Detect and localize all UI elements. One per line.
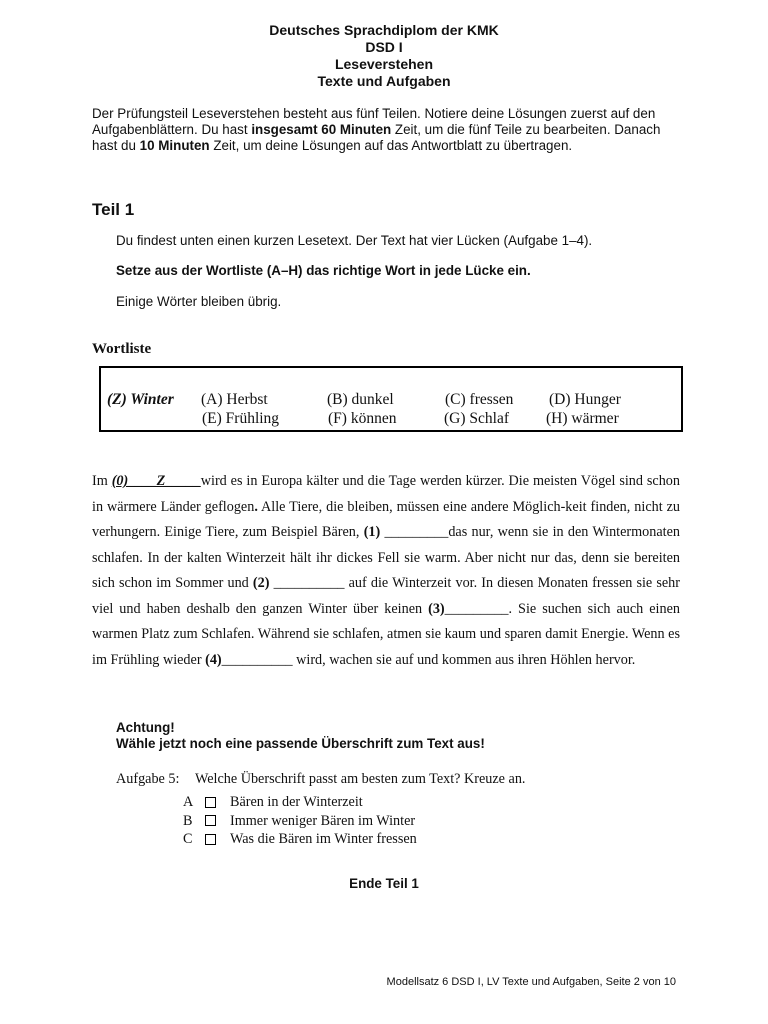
text-part: Alle Tiere, die bleiben, müssen eine andere Möglich-keit finden, nicht zu verhungern. Einige Tiere, zum Beispiel Bären,: [92, 498, 680, 540]
gap-2-marker: (2): [252, 575, 270, 591]
task-5-label: Aufgabe 5:: [116, 771, 180, 787]
wortliste-item: (G) Schlaf: [444, 410, 509, 427]
header-line-2: DSD I: [365, 39, 403, 55]
header-line-3: Leseverstehen: [334, 56, 434, 72]
option-letter: C: [183, 831, 193, 847]
option-text: Bären in der Winterzeit: [230, 794, 363, 810]
text-part: wird es in Europa kälter und die Tage werden kürzer. Die meisten Vögel sind schon in wärmere Länder geflogen: [92, 473, 680, 515]
text-part: .: [254, 498, 258, 515]
wortliste-title: Wortliste: [92, 341, 152, 357]
header-line-4: Texte und Aufgaben: [317, 73, 451, 89]
checkbox-icon[interactable]: [205, 834, 216, 845]
text-part: . Sie suchen sich auch einen warmen Platz zum Schlafen. Während sie schlafen, atmen sie kaum und sparen damit Energie. Wenn es im Frühling wieder: [92, 600, 680, 668]
intro-bold-2: 10 Minuten: [139, 138, 210, 153]
wortliste-item: (H) wärmer: [546, 410, 619, 427]
option-c[interactable]: [183, 830, 417, 849]
achtung-line-2: Wähle jetzt noch eine passende Überschrift zum Text aus!: [116, 736, 485, 751]
intro-bold-1: insgesamt 60 Minuten: [251, 122, 392, 137]
task-5-options: [183, 793, 417, 849]
wortliste-item: (C) fressen: [445, 391, 514, 408]
example-answer: ____Z_____: [128, 473, 201, 489]
task-5-question: [116, 771, 525, 788]
option-b[interactable]: [183, 812, 417, 831]
wortliste-box: [99, 366, 683, 432]
intro-paragraph: [92, 106, 672, 154]
checkbox-icon[interactable]: [205, 815, 216, 826]
wortliste-item: (A) Herbst: [201, 391, 268, 408]
example-gap: [112, 473, 201, 489]
instruction-1: Du findest unten einen kurzen Lesetext. Der Text hat vier Lücken (Aufgabe 1–4).: [116, 233, 593, 248]
intro-text-3: Zeit, um deine Lösungen auf das Antwortblatt zu übertragen.: [209, 138, 573, 153]
text-part: Im: [92, 473, 112, 489]
option-letter: B: [183, 812, 193, 829]
section-end: Ende Teil 1: [349, 876, 419, 891]
option-text: Was die Bären im Winter fressen: [230, 831, 417, 847]
option-a[interactable]: [183, 793, 417, 812]
achtung-note: [116, 720, 485, 752]
header-line-1: Deutsches Sprachdiplom der KMK: [269, 22, 499, 38]
section-title: Teil 1: [92, 200, 135, 219]
wortliste-example: (Z) Winter: [107, 391, 174, 408]
text-part: auf die Winterzeit vor. In diesen Monaten fressen sie sehr viel und haben deshalb den ganzen Winter über keinen: [92, 575, 680, 617]
gap-4-blank[interactable]: __________: [221, 651, 293, 668]
text-part: das nur, wenn sie in den Wintermonaten schlafen. In der kalten Winterzeit hält ihr dickes Fell sie warm. Aber nicht nur das, denn sie bereiten sich schon im Sommer und: [92, 524, 680, 591]
gap-2-blank[interactable]: __________: [269, 575, 345, 591]
wortliste-item: (D) Hunger: [549, 391, 621, 408]
task-5-text: Welche Überschrift passt am besten zum Text? Kreuze an.: [194, 771, 526, 787]
reading-text: [92, 469, 680, 673]
instruction-3: Einige Wörter bleiben übrig.: [116, 294, 282, 309]
checkbox-icon[interactable]: [205, 797, 216, 808]
wortliste-item: (B) dunkel: [327, 391, 394, 408]
gap-1-marker: (1): [363, 524, 381, 540]
wortliste-item: (F) können: [328, 410, 397, 427]
wortliste-row-2: [101, 410, 681, 430]
intro-text-1: Der Prüfungsteil Leseverstehen besteht aus fünf Teilen. Notiere deine Lösungen zuerst auf den Aufgabenblättern. Du hast: [92, 106, 656, 137]
example-marker: (0): [111, 473, 129, 489]
intro-text-2: Zeit, um die fünf Teile zu bearbeiten. Danach hast du: [92, 122, 661, 153]
wortliste-row-1: [101, 392, 681, 412]
document-header: [0, 22, 768, 90]
gap-1-blank[interactable]: _________: [380, 524, 449, 540]
gap-3-blank[interactable]: _________: [444, 600, 509, 617]
text-part: wird, wachen sie auf und kommen aus ihren Höhlen hervor.: [292, 651, 636, 668]
option-letter: A: [183, 794, 194, 810]
page-footer: Modellsatz 6 DSD I, LV Texte und Aufgaben, Seite 2 von 10: [386, 976, 676, 988]
achtung-line-1: Achtung!: [116, 720, 175, 735]
gap-4-marker: (4): [205, 651, 222, 668]
option-text: Immer weniger Bären im Winter: [230, 812, 416, 829]
wortliste-item: (E) Frühling: [202, 410, 280, 427]
instruction-2: Setze aus der Wortliste (A–H) das richtige Wort in jede Lücke ein.: [116, 263, 531, 278]
gap-3-marker: (3): [428, 600, 445, 617]
